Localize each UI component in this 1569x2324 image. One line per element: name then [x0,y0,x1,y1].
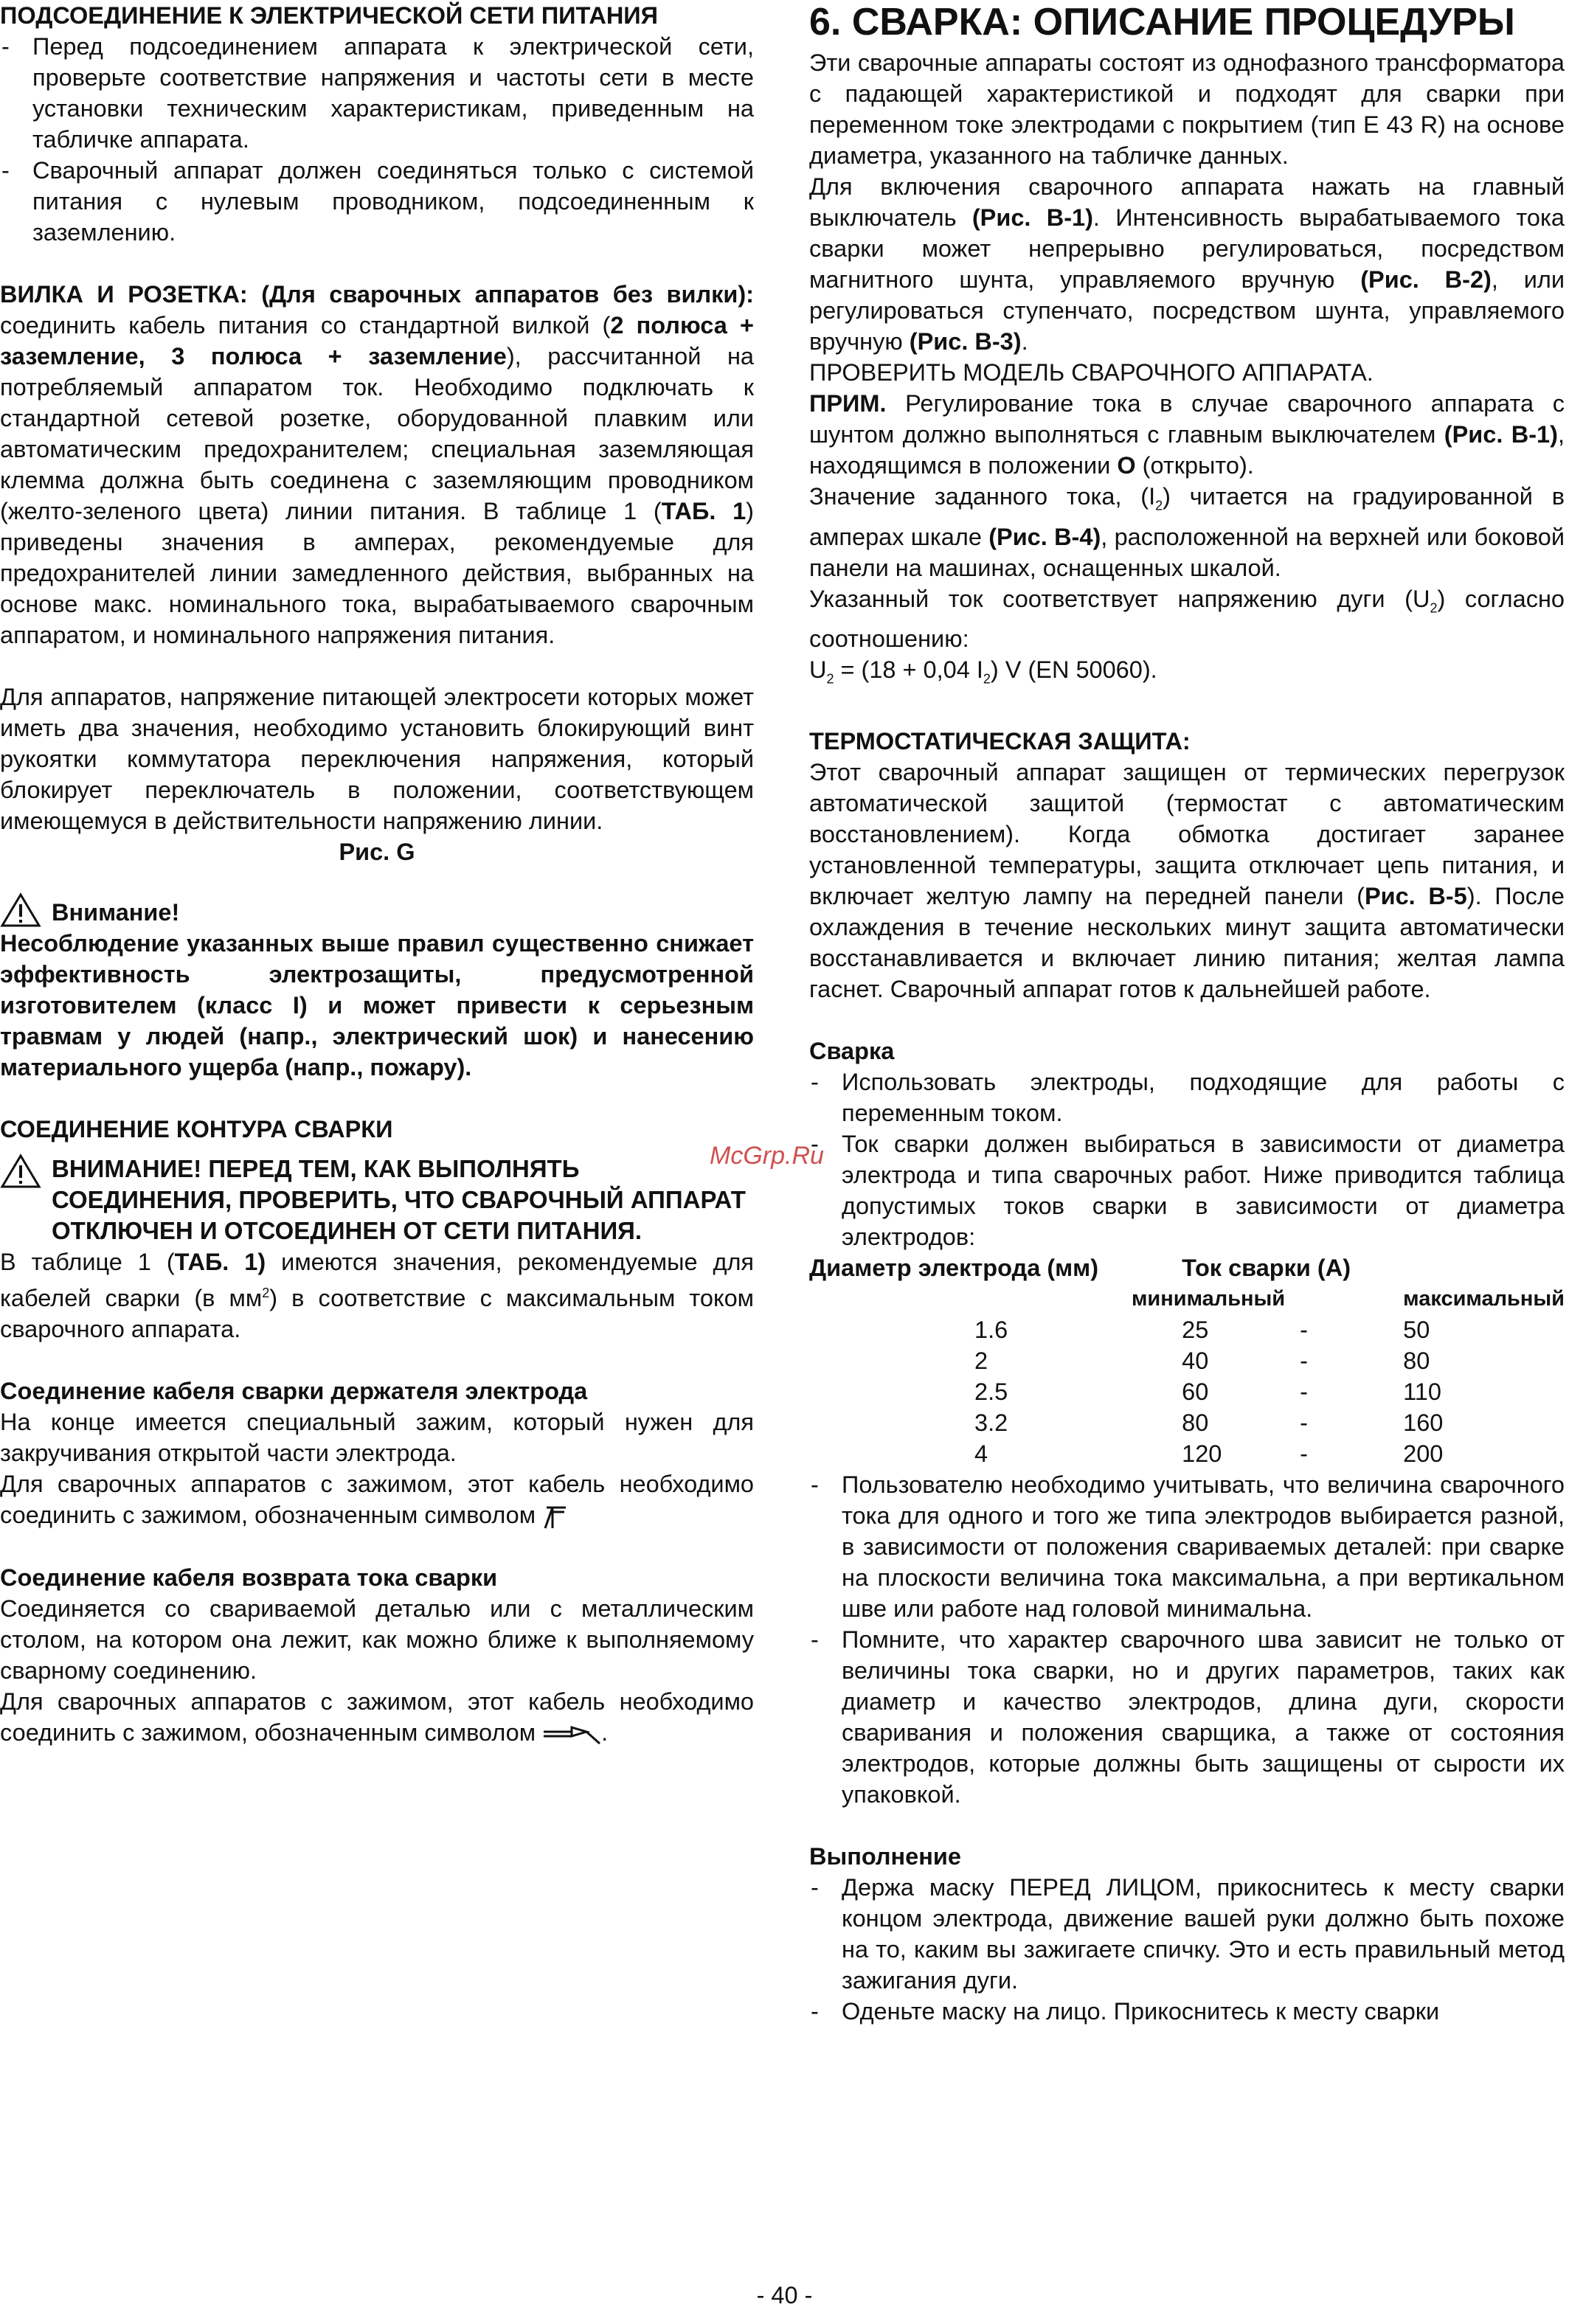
page-number: - 40 - [756,2282,813,2309]
table-row: 2 40 - 80 [974,1347,1430,1374]
execution-heading: Выполнение [809,1842,961,1870]
warning-1-heading: Внимание! [52,899,180,926]
table-subheader-row: минимальный максимальный [1131,1286,1565,1311]
figure-g-label: Рис. G [339,839,415,865]
holder-heading: Соединение кабеля сварки держателя электрода [0,1377,588,1404]
thermal-heading: ТЕРМОСТАТИЧЕСКАЯ ЗАЩИТА: [809,727,1191,755]
note-paragraph: ПРИМ. Регулирование тока в случае сварочного аппарата с шунтом должно выполняться с главным выключателем (Рис. В-1), находящимся в положении О (открыто). [809,390,1565,479]
return-heading: Соединение кабеля возврата тока сварки [0,1564,498,1592]
welding-heading: Сварка [809,1037,895,1064]
cables-paragraph: В таблице 1 (ТАБ. 1) имеются значения, рекомендуемые для кабелей сварки (в $мм^2$) в соответствие с максимальным током сварочного аппарата. [0,1249,755,1342]
check-model: ПРОВЕРИТЬ МОДЕЛЬ СВАРОЧНОГО АППАРАТА. [809,359,1374,386]
warning-2-heading: ВНИМАНИЕ! ПЕРЕД ТЕМ, КАК ВЫПОЛНЯТЬ СОЕДИНЕНИЯ, ПРОВЕРИТЬ, ЧТО СВАРОЧНЫЙ АППАРАТ ОТКЛЮЧЕН И ОТСОЕДИНЕН ОТ СЕТИ ПИТАНИЯ. [52,1155,746,1244]
dual-voltage-paragraph: Для аппаратов, напряжение питающей электросети которых может иметь два значения, необходимо установить блокирующий винт рукоятки коммутатора переключения напряжения, который блокирует переключатель в положении, соответствующем имеющемуся в действительности напряжению линии. [0,684,754,834]
power-item-1: - Перед подсоединением аппарата к электрической сети, проверьте соответствие напряжения и частоты сети в месте установки техническим характеристикам, приведенным на табличке аппарата. [0,31,754,155]
plug-heading: ВИЛКА И РОЗЕТКА: (Для сварочных аппаратов без вилки): [0,281,754,308]
formula: $U_2 = (18 + 0,04$ $I_2$) V (EN 50060). [809,656,1157,687]
return-paragraph-2: Для сварочных аппаратов с зажимом, этот кабель необходимо соединить с зажимом, обозначенным символом . [0,1686,754,1748]
table-header-row: Диаметр электрода (мм) Ток сварки (А) [809,1254,1351,1281]
table-row: 1.6 25 - 50 [974,1316,1430,1343]
switch-paragraph: Для включения сварочного аппарата нажать на главный выключатель (Рис. В-1). Интенсивность вырабатываемого тока сварки может непрерывно регулироваться, посредством магнитного шунта, управляемого вручную (Рис. В-2), или регулироваться ступенчато, посредством шунта, управляемого вручную (Рис. В-3). [809,173,1565,355]
left-column [0,0,754,1748]
welding-item-4: - Помните, что характер сварочного шва зависит не только от величины тока сварки, но и других параметров, таких как диаметр и качество электродов, длина дуги, скорости сваривания и положения сварщика, а также от состояния электродов, которые должны быть защищены от сырости их упаковкой. [809,1624,1565,1810]
welding-item-1: - Использовать электроды, подходящие для работы с переменным током. [809,1066,1565,1128]
set-current-paragraph: Значение заданного тока, $(I_2)$ читается на градуированной в амперах шкале (Рис. В-4), расположенной на верхней или боковой панели на машинах, оснащенных шкалой. [809,483,1565,581]
electrode-holder-symbol-icon [542,1502,567,1531]
welding-item-2: - Ток сварки должен выбираться в зависимости от диаметра электрода и типа сварочных работ. Ниже приводится таблица допустимых токов сварки в зависимости от диаметра электродов: [809,1128,1565,1252]
power-heading: ПОДСОЕДИНЕНИЕ К ЭЛЕКТРИЧЕСКОЙ СЕТИ ПИТАНИЯ [0,2,659,29]
plug-paragraph: ВИЛКА И РОЗЕТКА: (Для сварочных аппаратов без вилки): соединить кабель питания со стандартной вилкой (2 полюса + заземление, 3 полюса + заземление), рассчитанной на потребляемый аппаратом ток. Необходимо подключать к стандартной сетевой розетке, оборудованной плавким или автоматическим предохранителем; специальная заземляющая клемма должна быть соединена с заземляющим проводником (желто-зеленого цвета) линии питания. В таблице 1 (ТАБ. 1) приведены значения в амперах, рекомендуемые для предохранителей линии замедленного действия, выбранных на основе макс. номинального тока, вырабатываемого сварочным аппаратом, и номинального напряжения питания. [0,281,755,648]
warning-2 [0,1154,754,1246]
section-title: 6. СВАРКА: ОПИСАНИЕ ПРОЦЕДУРЫ [809,1,1515,44]
warning-triangle-icon [0,892,41,928]
power-item-2: - Сварочный аппарат должен соединяться только с системой питания с нулевым проводником, подсоединенным к заземлению. [0,155,754,248]
table-row: 4 120 - 200 [974,1440,1444,1467]
arc-voltage-paragraph: Указанный ток соответствует напряжению дуги $(U_2)$ согласно соотношению: [809,585,1565,652]
warning-1 [0,892,754,928]
table-row: 2.5 60 - 110 [974,1378,1441,1405]
warning-1-body: Несоблюдение указанных выше правил существенно снижает эффективность электрозащиты, предусмотренной изготовителем (класс I) и может привести к серьезным травмам у людей (напр., электрический шок) и нанесению материального ущерба (напр., пожару). [0,930,754,1081]
holder-paragraph-1: На конце имеется специальный зажим, который нужен для закручивания открытой части электрода. [0,1408,754,1466]
current-table [809,1252,1565,1469]
holder-paragraph-2: Для сварочных аппаратов с зажимом, этот кабель необходимо соединить с зажимом, обозначенным символом [0,1468,754,1531]
welding-item-3: - Пользователю необходимо учитывать, что величина сварочного тока для одного и того же типа электродов выбирается разной, в зависимости от положения свариваемых деталей: при сварке на плоскости величина тока максимальна, а при вертикальном шве или работе над головой минимальна. [809,1469,1565,1624]
right-column [809,0,1565,2027]
circuit-heading: СОЕДИНЕНИЕ КОНТУРА СВАРКИ [0,1116,393,1142]
table-row: 3.2 80 - 160 [974,1409,1444,1436]
intro-paragraph: Эти сварочные аппараты состоят из однофазного трансформатора с падающей характеристикой и подходят для сварки при переменном токе электродами с покрытием (тип Е 43 R) на основе диаметра, указанного на табличке данных. [809,49,1565,169]
return-paragraph-1: Соединяется со свариваемой деталью или с металлическим столом, на котором она лежит, как можно ближе к выполняемому сварному соединению. [0,1595,754,1685]
thermal-paragraph: Этот сварочный аппарат защищен от термических перегрузок автоматической защитой (термостат с автоматическим восстановлением). Когда обмотка достигает заранее установленной температуры, защита отключает цепь питания, и включает желтую лампу на передней панели (Рис. В-5). После охлаждения в течение нескольких минут защита автоматически восстанавливается и включает линию питания; желтая лампа гаснет. Сварочный аппарат готов к дальнейшей работе. [809,758,1565,1002]
execution-item-1: - Держа маску ПЕРЕД ЛИЦОМ, прикоснитесь к месту сварки концом электрода, движение вашей руки должно быть похоже на то, каким вы зажигаете спичку. Это и есть правильный метод зажигания дуги. [809,1872,1565,1996]
ground-clamp-symbol-icon [542,1721,601,1748]
execution-item-2: - Оденьте маску на лицо. Прикоснитесь к месту сварки [809,1996,1565,2027]
warning-triangle-icon [0,1154,41,1189]
watermark: McGrp.Ru [710,1142,824,1170]
